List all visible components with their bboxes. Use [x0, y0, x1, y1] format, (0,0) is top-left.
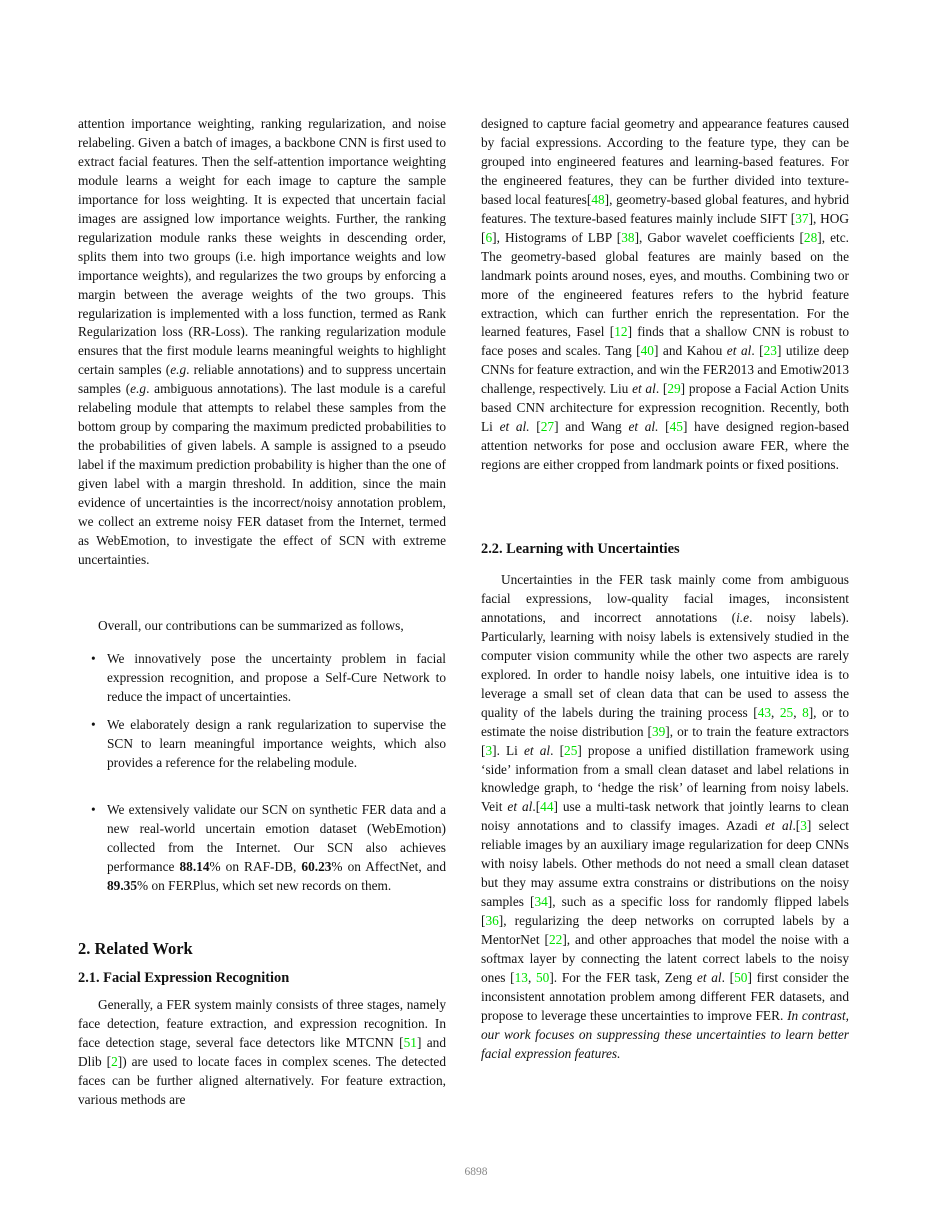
italic-text: e.g	[170, 362, 187, 378]
text-run: ], Gabor wavelet coefficients [	[634, 229, 804, 245]
citation-link[interactable]: 50	[734, 970, 748, 986]
text-run: ], etc. The geometry-based global features are mainly based on the landmark points around noses, eyes, and mouths. Combining two or more of the engineered features refers to the hybrid feature extraction, which can further enrich the representation. For the learned features, Fasel [	[481, 229, 849, 340]
text-run: ], regularizing the deep networks on corrupted labels by a MentorNet [	[481, 913, 849, 948]
citation-link[interactable]: 34	[534, 894, 548, 910]
italic-text: et al	[765, 818, 793, 834]
italic-text: i.e	[736, 609, 750, 625]
citation-link[interactable]: 37	[795, 210, 809, 226]
citation-link[interactable]: 36	[485, 913, 499, 929]
text-run: ] select reliable images by an auxiliary image regularization for deep CNNs with noisy labels. Other methods do not need a small clean dataset but they may assume extra constrains or distributions on the noisy samples [	[481, 818, 849, 910]
text-run: ] and Dlib [	[78, 1034, 447, 1069]
text-run: . [	[721, 970, 735, 986]
italic-text: et al	[524, 742, 551, 758]
citation-link[interactable]: 25	[564, 742, 578, 758]
citation-link[interactable]: 3	[485, 742, 493, 758]
bullet-text	[107, 801, 446, 896]
text-run: ] have designed region-based attention networks for pose and occlusion aware FER, where the regions are either cropped from landmark points or fixed positions.	[481, 419, 850, 473]
text-run: ], and other approaches that model the noise with a softmax layer by connecting the latent correct labels to the noisy ones [	[481, 932, 849, 986]
text-run: .[	[532, 799, 541, 815]
right-fer-paragraph	[481, 115, 849, 475]
bullet-text	[107, 716, 446, 773]
citation-link[interactable]: 38	[621, 229, 635, 245]
text-run: We extensively validate our SCN on synthetic FER data and a new real-world uncertain emotion dataset (WebEmotion) collected from the Internet. Our SCN also achieves performance	[107, 802, 446, 874]
citation-link[interactable]: 45	[669, 419, 683, 435]
text-run: . ambiguous annotations). The last module is a careful relabeling module that attempts to relabel these samples from the bottom group by comparing the maximum predicted probabilities to the probabilities of given labels. A sample is assigned to a pseudo label if the maximum prediction probability is higher than the one of given label with a margin threshold. In addition, since the main evidence of uncertainties is the incorrect/noisy annotation problem, we collect an extreme noisy FER dataset from the Internet, termed as WebEmotion, to investigate the effect of SCN with extreme uncertainties.	[78, 381, 446, 567]
citation-link[interactable]: 12	[614, 324, 628, 340]
citation-link[interactable]: 23	[763, 343, 777, 359]
text-run: ], geometry-based global features, and hybrid features. The texture-based features mainly include SIFT [	[481, 191, 849, 226]
text-run: ,	[771, 704, 780, 720]
citation-link[interactable]: 22	[548, 932, 563, 948]
text-run: .[	[792, 818, 801, 834]
italic-text: et al.	[628, 419, 659, 435]
text-run: attention importance weighting, ranking regularization, and noise relabeling. Given a batch of images, a backbone CNN is first used to extract facial features. Then the self-attention importance weighting module learns a weight for each image to capture the sample importance for loss weighting. It is expected that uncertain facial images are assigned low importance weights. Further, the ranking regularization module ranks these weights in descending order, splits them into two groups (i.e. high importance weights and low importance weights), and regularizes the two groups by enforcing a margin between the average weights of the two groups. This regularization is implemented with a loss function, termed as Rank Regularization loss (RR-Loss). The ranking regularization module ensures that the first module learns meaningful weights to highlight certain samples (	[78, 116, 446, 378]
text-run: . [	[751, 343, 764, 359]
bold-text: 89.35	[107, 877, 138, 893]
text-run: ] finds that a shallow CNN is robust to face poses and scales. Tang [	[481, 324, 849, 359]
text-run: ], Histograms of LBP [	[492, 229, 622, 245]
text-run: ,	[527, 970, 536, 986]
fer-paragraph	[78, 996, 446, 1110]
citation-link[interactable]: 27	[540, 419, 555, 435]
text-run: ] utilize deep CNNs for feature extraction, and win the FER2013 and Emotiw2013 challenge, respectively. Liu	[481, 343, 849, 397]
contribution-bullet	[93, 716, 446, 773]
section-heading-related-work: 2. Related Work	[78, 939, 193, 958]
citation-link[interactable]: 50	[536, 970, 550, 986]
italic-text: et al	[632, 381, 656, 397]
text-run: Uncertainties in the FER task mainly come from ambiguous facial expressions, low-quality facial images, inconsistent annotations, and incorrect annotations (	[481, 572, 849, 625]
bold-text: 88.14	[179, 858, 210, 874]
text-run: ] first consider the inconsistent annotation problem among different FER datasets, and propose to leverage these uncertainties to improve FER.	[481, 970, 849, 1023]
citation-link[interactable]: 51	[403, 1034, 417, 1050]
citation-link[interactable]: 44	[540, 799, 554, 815]
text-run: . noisy labels). Particularly, learning with noisy labels is extensively studied in the computer vision community while the other two aspects are rarely explored. In order to handle noisy labels, one intuitive idea is to leverage a small set of clean data that can be used to assess the quality of the labels during the training process [	[481, 609, 850, 720]
text-run: % on FERPlus, which set new records on them.	[137, 877, 392, 893]
citation-link[interactable]: 43	[757, 704, 772, 720]
italic-text: et al	[507, 799, 533, 815]
citation-link[interactable]: 13	[514, 970, 528, 986]
text-run: ,	[793, 704, 803, 720]
uncertainties-paragraph	[481, 571, 849, 1064]
text-run: designed to capture facial geometry and appearance features caused by facial expressions. According to the feature type, they can be grouped into engineered features and learning-based features. For the engineered features, they can be further divided into texture-based local features[	[481, 116, 849, 207]
citation-link[interactable]: 48	[591, 191, 605, 207]
text-run: % on AffectNet, and	[331, 858, 446, 874]
citation-link[interactable]: 39	[651, 723, 666, 739]
text-run: ] use a multi-task network that jointly learns to clean noisy annotations and to classify images. Azadi	[481, 799, 849, 834]
text-run: . reliable annotations) and to suppress uncertain samples (	[78, 362, 447, 397]
text-run: ], or to train the feature extractors [	[481, 723, 849, 758]
bullet-marker: •	[91, 651, 96, 666]
page-number: 6898	[464, 1166, 488, 1178]
text-run: ], such as a specific loss for randomly flipped labels [	[481, 894, 849, 929]
citation-link[interactable]: 8	[802, 704, 809, 720]
text-run: ]. Li	[492, 742, 524, 758]
subsection-heading-fer: 2.1. Facial Expression Recognition	[78, 970, 290, 986]
citation-link[interactable]: 3	[800, 818, 807, 834]
left-intro-paragraph	[78, 115, 446, 570]
citation-link[interactable]: 6	[485, 229, 493, 245]
contributions-intro	[78, 617, 446, 636]
text-run: ]. For the FER task, Zeng	[549, 970, 697, 986]
text-run: ] propose a Facial Action Units based CNN architecture for expression recognition. Recently, both Li	[481, 381, 849, 435]
italic-text: e.g	[130, 381, 147, 397]
text-run: We elaborately design a rank regularization to supervise the SCN to learn meaningful importance weights, which also provides a reference for the relabeling module.	[107, 717, 446, 770]
text-run: Generally, a FER system mainly consists of three stages, namely face detection, feature extraction, and expression recognition. In face detection stage, several face detectors like MTCNN [	[78, 997, 446, 1050]
bullet-marker: •	[91, 717, 96, 732]
italic-text: et al.	[499, 419, 530, 435]
text-run: . [	[655, 381, 668, 397]
bullet-marker: •	[91, 802, 96, 817]
subsection-heading-uncertainties: 2.2. Learning with Uncertainties	[481, 541, 680, 557]
contribution-bullet	[93, 801, 446, 896]
italic-text: In contrast, our work focuses on suppressing these uncertainties to learn better facial expression features.	[481, 1007, 850, 1061]
text-run: ], HOG [	[481, 210, 849, 245]
citation-link[interactable]: 25	[779, 704, 794, 720]
citation-link[interactable]: 28	[803, 229, 818, 245]
text-run: ], or to estimate the noise distribution [	[481, 704, 850, 739]
text-run: ] and Kahou	[653, 343, 727, 359]
text-run: ]) are used to locate faces in complex scenes. The detected faces can be further aligned alternatively. For feature extraction, various methods are	[78, 1053, 446, 1107]
text-run: ] and Wang	[554, 419, 629, 435]
text-run: . [	[550, 742, 565, 758]
contribution-bullet	[93, 650, 446, 707]
bullet-text	[107, 650, 446, 707]
text-run: ] propose a unified distillation framework using ‘side’ information from a small clean dataset and label relations in knowledge graph, to ‘hedge the risk’ of learning from noisy labels. Veit	[481, 742, 849, 815]
citation-link[interactable]: 40	[640, 343, 654, 359]
text-run: [	[529, 419, 541, 435]
citation-link[interactable]: 29	[667, 381, 681, 397]
italic-text: et al	[726, 343, 752, 359]
text-run: Overall, our contributions can be summarized as follows,	[98, 618, 404, 633]
text-run: [	[658, 419, 670, 435]
text-run: % on RAF-DB,	[209, 858, 302, 874]
citation-link[interactable]: 2	[111, 1053, 118, 1069]
bold-text: 60.23	[301, 858, 332, 874]
italic-text: et al	[696, 970, 722, 986]
text-run: We innovatively pose the uncertainty problem in facial expression recognition, and propose a Self-Cure Network to reduce the impact of uncertainties.	[107, 651, 446, 704]
